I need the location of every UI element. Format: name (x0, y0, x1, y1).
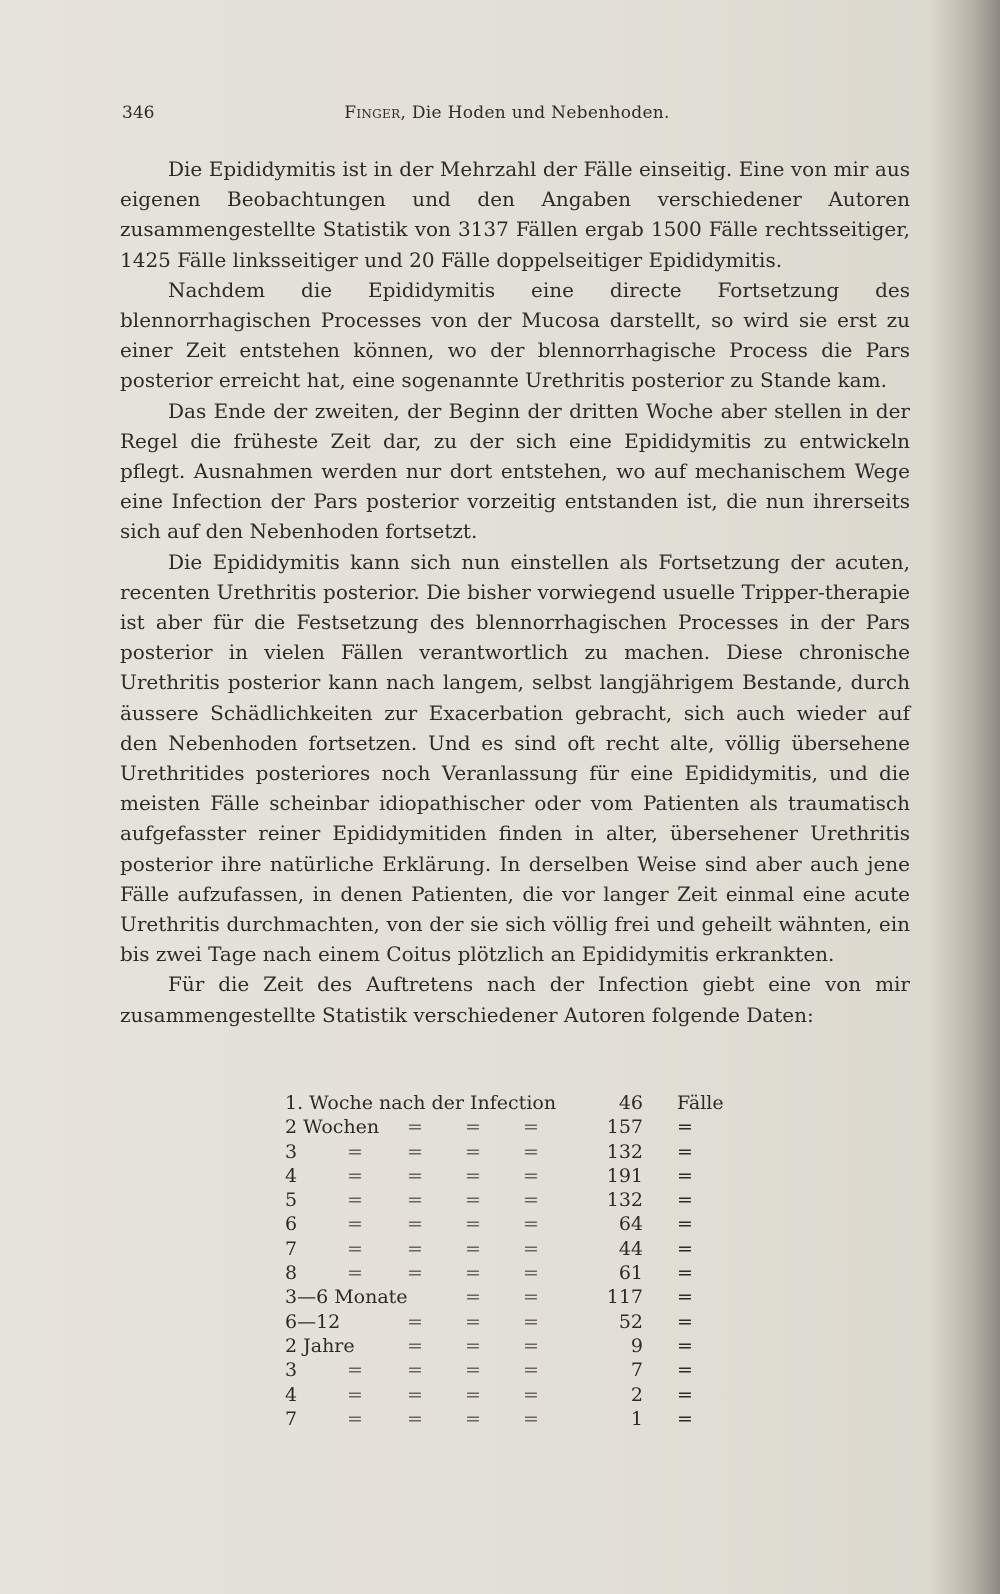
row-label: 1. Woche nach der Infection (285, 1092, 557, 1114)
table-row (285, 1238, 745, 1262)
ditto-mark: = (407, 1407, 423, 1430)
count-unit: = (677, 1213, 693, 1236)
table-row (285, 1408, 745, 1432)
row-label: 5 (285, 1189, 298, 1212)
paragraph: Das Ende der zweiten, der Beginn der dritten Woche aber stellen in der Regel die früheste Zeit dar, zu der sich eine Epididymitis zu entwickeln pflegt. Ausnahmen werden nur dort entstehen, wo auf mechanischem Wege eine Infection der Pars posterior vorzeitig entstanden ist, die nun ihrerseits sich auf den Nebenhoden fortsetzt. (120, 398, 910, 544)
table-row (285, 1262, 745, 1286)
case-count: 52 (618, 1310, 643, 1333)
ditto-mark: = (523, 1310, 539, 1333)
count-unit: = (677, 1334, 693, 1357)
row-label: 2 Jahre (285, 1334, 355, 1357)
count-unit: = (677, 1164, 693, 1187)
ditto-mark: = (523, 1359, 539, 1382)
case-count: 44 (618, 1237, 643, 1260)
ditto-mark: = (407, 1116, 423, 1139)
ditto-mark: = (523, 1116, 539, 1139)
table-row (285, 1213, 745, 1237)
count-unit: = (677, 1359, 693, 1382)
count-unit: = (677, 1237, 693, 1260)
ditto-mark: = (347, 1262, 363, 1285)
ditto-mark: = (465, 1383, 481, 1406)
row-label: 3 (285, 1140, 298, 1163)
count-unit: = (677, 1310, 693, 1333)
table-row (285, 1311, 745, 1335)
table-row (285, 1384, 745, 1408)
table-row (285, 1141, 745, 1165)
ditto-mark: = (347, 1237, 363, 1260)
ditto-mark: = (347, 1407, 363, 1430)
ditto-mark: = (407, 1359, 423, 1382)
row-label: 2 Wochen (285, 1116, 380, 1139)
ditto-mark: = (407, 1334, 423, 1357)
ditto-mark: = (347, 1140, 363, 1163)
ditto-mark: = (523, 1334, 539, 1357)
ditto-mark: = (465, 1140, 481, 1163)
case-count: 61 (618, 1262, 643, 1285)
ditto-mark: = (465, 1164, 481, 1187)
ditto-mark: = (465, 1237, 481, 1260)
ditto-mark: = (407, 1140, 423, 1163)
case-count: 9 (630, 1334, 643, 1357)
ditto-mark: = (465, 1213, 481, 1236)
ditto-mark: = (523, 1286, 539, 1309)
ditto-mark: = (465, 1359, 481, 1382)
row-label: 6 (285, 1213, 298, 1236)
ditto-mark: = (523, 1262, 539, 1285)
ditto-mark: = (465, 1262, 481, 1285)
ditto-mark: = (347, 1359, 363, 1382)
case-count: 117 (606, 1286, 643, 1309)
row-label: 3—6 Monate (285, 1286, 408, 1309)
paragraph: Die Epididymitis ist in der Mehrzahl der Fälle einseitig. Eine von mir aus eigenen Beobachtungen und den Angaben verschiedener Autoren zusammengestellte Statistik von 3137 Fällen ergab 1500 Fälle rechtsseitiger, 1425 Fälle linksseitiger und 20 Fälle doppelseitiger Epididymitis. (120, 157, 910, 272)
ditto-mark: = (347, 1383, 363, 1406)
count-unit: = (677, 1383, 693, 1406)
count-unit: Fälle (677, 1092, 724, 1114)
table-row (285, 1116, 745, 1140)
ditto-mark: = (407, 1310, 423, 1333)
running-title (122, 103, 892, 123)
paragraph: Für die Zeit des Auftretens nach der Infection giebt eine von mir zusammengestellte Statistik verschiedener Autoren folgende Daten: (120, 972, 910, 1027)
ditto-mark: = (523, 1189, 539, 1212)
chapter-title: Die Hoden und Nebenhoden. (411, 103, 670, 123)
row-label: 7 (285, 1407, 298, 1430)
ditto-mark: = (407, 1189, 423, 1212)
count-unit: = (677, 1116, 693, 1139)
ditto-mark: = (465, 1116, 481, 1139)
ditto-mark: = (523, 1383, 539, 1406)
page-number: 346 (122, 103, 155, 123)
ditto-mark: = (465, 1286, 481, 1309)
row-label: 3 (285, 1359, 298, 1382)
ditto-mark: = (523, 1237, 539, 1260)
ditto-mark: = (465, 1407, 481, 1430)
ditto-mark: = (465, 1310, 481, 1333)
ditto-mark: = (407, 1262, 423, 1285)
table-row (285, 1165, 745, 1189)
ditto-mark: = (465, 1334, 481, 1357)
ditto-mark: = (407, 1164, 423, 1187)
table-row (285, 1189, 745, 1213)
ditto-mark: = (407, 1213, 423, 1236)
paragraph: Die Epididymitis kann sich nun einstellen als Fortsetzung der acuten, recenten Urethritis posterior. Die bisher vorwiegend usuelle Tripper-therapie ist aber für die Festsetzung des blennorrhagischen Processes in der Pars posterior in vielen Fällen verantwortlich zu machen. Diese chronische Urethritis posterior kann nach langem, selbst langjährigem Bestande, durch äussere Schädlichkeiten zur Exacerbation gebracht, sich auch wieder auf den Nebenhoden fortsetzen. Und es sind oft recht alte, völlig übersehene Urethritides posteriores noch Veranlassung für eine Epididymitis, und die meisten Fälle scheinbar idiopathischer oder vom Patienten als traumatisch aufgefasster reiner Epididymitiden finden in alter, übersehener Urethritis posterior ihre natürliche Erklärung. In derselben Weise sind aber auch jene Fälle aufzufassen, in denen Patienten, die vor langer Zeit einmal eine acute Urethritis durchmachten, von der sie sich völlig frei und geheilt wähnten, ein bis zwei Tage nach einem Coitus plötzlich an Epididymitis erkrankten. (120, 549, 910, 967)
row-label: 4 (285, 1383, 298, 1406)
table-row (285, 1359, 745, 1383)
count-unit: = (677, 1286, 693, 1309)
case-count: 46 (618, 1092, 643, 1114)
case-count: 2 (630, 1383, 643, 1406)
ditto-mark: = (465, 1189, 481, 1212)
case-count: 64 (618, 1213, 643, 1236)
row-label: 4 (285, 1164, 298, 1187)
table-row (285, 1092, 745, 1116)
paragraph: Nachdem die Epididymitis eine directe Fortsetzung des blennorrhagischen Processes von der Mucosa darstellt, so wird sie erst zu einer Zeit entstehen können, wo der blennorrhagische Process die Pars posterior erreicht hat, eine sogenannte Urethritis posterior zu Stande kam. (120, 277, 910, 393)
author-name: Finger, (344, 103, 407, 123)
case-count: 191 (606, 1164, 643, 1187)
ditto-mark: = (523, 1407, 539, 1430)
body-text (120, 154, 910, 1030)
ditto-mark: = (407, 1237, 423, 1260)
row-label: 7 (285, 1237, 298, 1260)
running-header (122, 103, 892, 133)
count-unit: = (677, 1262, 693, 1285)
count-unit: = (677, 1140, 693, 1163)
ditto-mark: = (523, 1213, 539, 1236)
ditto-mark: = (523, 1164, 539, 1187)
ditto-mark: = (523, 1140, 539, 1163)
row-label: 6—12 (285, 1310, 341, 1333)
ditto-mark: = (347, 1213, 363, 1236)
case-count: 132 (606, 1189, 643, 1212)
row-label: 8 (285, 1262, 298, 1285)
count-unit: = (677, 1189, 693, 1212)
table-row (285, 1335, 745, 1359)
case-count: 157 (606, 1116, 643, 1139)
count-unit: = (677, 1407, 693, 1430)
table-row (285, 1286, 745, 1310)
statistics-table (285, 1092, 745, 1432)
case-count: 132 (606, 1140, 643, 1163)
ditto-mark: = (347, 1189, 363, 1212)
ditto-mark: = (347, 1164, 363, 1187)
ditto-mark: = (407, 1383, 423, 1406)
case-count: 1 (630, 1407, 643, 1430)
case-count: 7 (630, 1359, 643, 1382)
